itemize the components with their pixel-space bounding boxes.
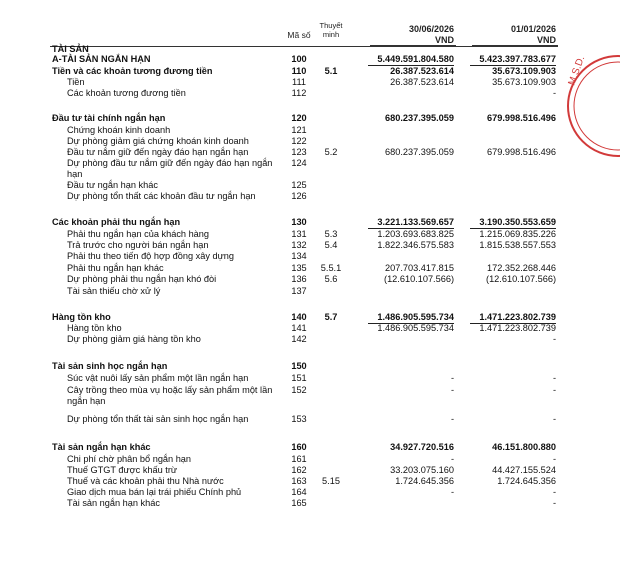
row-value-previous: 1.815.538.557.553 xyxy=(479,240,556,250)
row-label: Phải thu ngắn hạn của khách hàng xyxy=(67,229,210,239)
header-rule-current xyxy=(370,45,456,46)
row-code: 132 xyxy=(291,240,307,250)
row-code: 163 xyxy=(291,476,307,486)
row-value-previous: 5.423.397.783.677 xyxy=(479,54,556,64)
row-note: 5.5.1 xyxy=(320,263,342,273)
row-code: 112 xyxy=(291,88,307,98)
row-label: Tài sản sinh học ngắn hạn xyxy=(52,361,168,371)
row-code: 140 xyxy=(291,312,307,322)
row-code: 123 xyxy=(291,147,307,157)
row-label: Tài sản ngắn hạn khác xyxy=(67,498,160,508)
row-value-current: 26.387.523.614 xyxy=(390,77,454,87)
header-rule xyxy=(50,46,558,47)
row-code: 131 xyxy=(291,229,307,239)
row-note: 5.6 xyxy=(324,274,338,284)
row-code: 134 xyxy=(291,251,307,261)
row-value-previous: 44.427.155.524 xyxy=(492,465,556,475)
row-value-current: 1.486.905.595.734 xyxy=(377,312,454,322)
row-value-previous: - xyxy=(552,385,556,395)
row-value-current: 1.486.905.595.734 xyxy=(377,323,454,333)
row-value-previous: - xyxy=(552,88,556,98)
row-code: 124 xyxy=(291,158,307,168)
row-value-current: 680.237.395.059 xyxy=(385,113,454,123)
row-label: Súc vật nuôi lấy sản phẩm một lần ngắn hạn xyxy=(67,373,249,383)
row-value-current: 26.387.523.614 xyxy=(390,66,454,76)
row-value-previous: 1.471.223.802.739 xyxy=(479,312,556,322)
row-label: Các khoản phải thu ngắn hạn xyxy=(52,217,181,227)
row-label: Phải thu ngắn hạn khác xyxy=(67,263,164,273)
row-label: Trả trước cho người bán ngắn hạn xyxy=(67,240,209,250)
row-value-current: 1.724.645.356 xyxy=(395,476,454,486)
row-value-current: 33.203.075.160 xyxy=(390,465,454,475)
row-note: 5.3 xyxy=(324,229,338,239)
row-value-current: 207.703.417.815 xyxy=(385,263,454,273)
row-value-previous: 172.352.268.446 xyxy=(487,263,556,273)
row-value-current: 1.822.346.575.583 xyxy=(377,240,454,250)
row-code: 122 xyxy=(291,136,307,146)
row-code: 126 xyxy=(291,191,307,201)
row-label: Dự phòng phải thu ngắn hạn khó đòi xyxy=(67,274,217,284)
row-code: 151 xyxy=(291,373,307,383)
row-value-previous: 1.724.645.356 xyxy=(497,476,556,486)
row-code: 152 xyxy=(291,385,307,395)
row-value-previous: - xyxy=(552,414,556,424)
row-label: Dự phòng giảm giá chứng khoán kinh doanh xyxy=(67,136,249,146)
row-value-previous: 46.151.800.880 xyxy=(492,442,556,452)
row-label: Dự phòng tổn thất các khoản đầu tư ngắn hạn xyxy=(67,191,256,201)
row-note: 5.15 xyxy=(322,476,340,486)
code-column-header: Mã số xyxy=(287,30,311,40)
row-label: Phải thu theo tiến độ hợp đồng xây dựng xyxy=(67,251,234,261)
row-label: TÀI SẢN xyxy=(52,44,89,54)
row-code: 162 xyxy=(291,465,307,475)
row-label: Thuế và các khoản phải thu Nhà nước xyxy=(67,476,224,486)
row-label: Chi phí chờ phân bổ ngắn hạn xyxy=(67,454,192,464)
row-value-previous: 3.190.350.553.659 xyxy=(479,217,556,227)
subtotal-rule xyxy=(470,323,556,324)
row-value-current: 34.927.720.516 xyxy=(390,442,454,452)
row-value-current: - xyxy=(450,385,454,395)
row-code: 111 xyxy=(292,77,306,87)
row-note: 5.1 xyxy=(324,66,338,76)
row-code: 150 xyxy=(291,361,307,371)
subtotal-rule xyxy=(368,323,454,324)
row-value-previous: - xyxy=(552,373,556,383)
row-code: 160 xyxy=(291,442,307,452)
row-value-previous: 35.673.109.903 xyxy=(492,66,556,76)
row-code: 125 xyxy=(291,180,307,190)
row-label: Dự phòng tổn thất tài sản sinh học ngắn hạn xyxy=(67,414,249,424)
row-value-previous: 1.471.223.802.739 xyxy=(479,323,556,333)
row-value-previous: - xyxy=(552,487,556,497)
row-value-current: 3.221.133.569.657 xyxy=(377,217,454,227)
row-label: Thuế GTGT được khấu trừ xyxy=(67,465,178,475)
row-code: 136 xyxy=(291,274,307,284)
subtotal-rule xyxy=(470,228,556,229)
previous-period-unit: VND xyxy=(536,35,556,45)
row-value-current: - xyxy=(450,414,454,424)
row-value-current: 5.449.591.804.580 xyxy=(377,54,454,64)
row-value-previous: 35.673.109.903 xyxy=(492,77,556,87)
row-value-previous: 1.215.069.835.226 xyxy=(479,229,556,239)
row-code: 137 xyxy=(291,286,307,296)
row-label: Chứng khoán kinh doanh xyxy=(67,125,171,135)
subtotal-rule xyxy=(470,65,556,66)
row-label: Tiền xyxy=(67,77,85,87)
row-value-previous: 679.998.516.496 xyxy=(487,113,556,123)
row-label: Các khoản tương đương tiền xyxy=(67,88,186,98)
subtotal-rule xyxy=(368,228,454,229)
row-code: 142 xyxy=(291,334,307,344)
company-seal-stamp xyxy=(560,46,620,166)
row-value-previous: (12.610.107.566) xyxy=(486,274,556,284)
row-value-previous: 679.998.516.496 xyxy=(487,147,556,157)
row-label: Hàng tồn kho xyxy=(52,312,111,322)
row-value-previous: - xyxy=(552,498,556,508)
row-code: 164 xyxy=(291,487,307,497)
previous-period-date: 01/01/2026 xyxy=(510,24,556,34)
row-label: Đầu tư tài chính ngắn hạn xyxy=(52,113,166,123)
row-code: 130 xyxy=(291,217,307,227)
row-code: 135 xyxy=(291,263,307,273)
row-label: Cây trồng theo mùa vụ hoặc lấy sản phẩm một lần ngắn hạn xyxy=(67,385,273,406)
row-label: Dự phòng đầu tư nắm giữ đến ngày đáo hạn ngắn hạn xyxy=(67,158,273,179)
row-value-current: - xyxy=(450,454,454,464)
row-value-previous: - xyxy=(552,334,556,344)
current-period-date: 30/06/2026 xyxy=(408,24,454,34)
subtotal-rule xyxy=(368,65,454,66)
row-value-current: - xyxy=(450,373,454,383)
row-code: 110 xyxy=(291,66,307,76)
svg-text:M.S.D.: M.S.D. xyxy=(566,54,588,88)
row-note: 5.4 xyxy=(324,240,338,250)
row-value-current: (12.610.107.566) xyxy=(384,274,454,284)
row-value-current: - xyxy=(450,487,454,497)
row-code: 161 xyxy=(291,454,307,464)
row-value-current: 680.237.395.059 xyxy=(385,147,454,157)
row-code: 141 xyxy=(291,323,307,333)
row-label: Tài sản thiếu chờ xử lý xyxy=(67,286,161,296)
row-label: Giao dịch mua bán lại trái phiếu Chính phủ xyxy=(67,487,242,497)
row-label: A-TÀI SẢN NGẮN HẠN xyxy=(52,54,151,64)
row-label: Hàng tồn kho xyxy=(67,323,122,333)
current-period-unit: VND xyxy=(434,35,454,45)
row-label: Đầu tư nắm giữ đến ngày đáo hạn ngắn hạn xyxy=(67,147,249,157)
row-label: Tiền và các khoản tương đương tiền xyxy=(52,66,213,76)
header-rule-previous xyxy=(472,45,558,46)
row-value-current: 1.203.693.683.825 xyxy=(377,229,454,239)
row-label: Dự phòng giảm giá hàng tồn kho xyxy=(67,334,201,344)
row-note: 5.2 xyxy=(324,147,338,157)
row-code: 121 xyxy=(291,125,307,135)
row-label: Đầu tư ngắn hạn khác xyxy=(67,180,158,190)
row-label: Tài sản ngắn hạn khác xyxy=(52,442,151,452)
note-column-header: Thuyết minh xyxy=(319,21,343,39)
row-code: 120 xyxy=(291,113,307,123)
row-code: 165 xyxy=(291,498,307,508)
row-code: 153 xyxy=(291,414,307,424)
row-code: 100 xyxy=(291,54,307,64)
row-value-previous: - xyxy=(552,454,556,464)
row-note: 5.7 xyxy=(324,312,338,322)
